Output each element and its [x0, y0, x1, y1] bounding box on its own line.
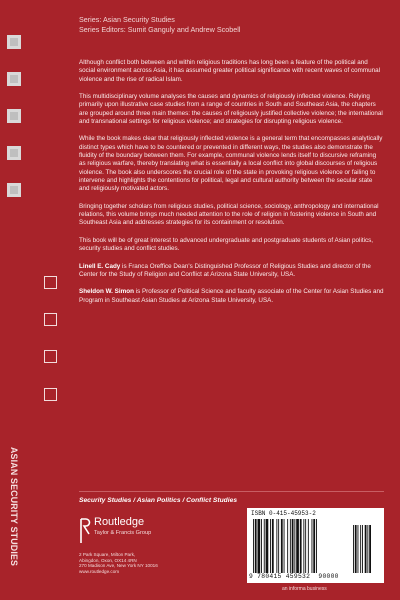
informa-tagline: an informa business — [282, 586, 327, 592]
isbn-text: ISBN 0-415-45953-2 — [251, 510, 316, 517]
blurb — [79, 59, 384, 314]
address-line: www.routledge.com — [79, 568, 120, 574]
decorative-square — [7, 35, 21, 49]
author-name: Linell E. Cady — [79, 262, 121, 270]
author-bio — [79, 263, 384, 280]
divider — [79, 491, 384, 492]
barcode-digits — [249, 573, 339, 580]
outline-square — [44, 276, 57, 289]
decorative-square — [7, 109, 21, 123]
publisher-name: Routledge — [94, 516, 145, 528]
address-line: Abingdon, Oxon, OX14 4RN — [79, 557, 137, 563]
author-name: Sheldon W. Simon — [79, 288, 134, 296]
blurb-paragraph: This book will be of great interest to advanced undergraduate and postgraduate students of Asian politics, security studies and conflict studies. — [79, 236, 374, 253]
subject-categories: Security Studies / Asian Politics / Conflict Studies — [79, 497, 238, 504]
blurb-paragraph: Although conflict both between and within religious traditions has long been a feature of the political and social environment across Asia, it has assumed greater political significance with recent waves of communal violence and the rise of radical Islam. — [79, 59, 380, 83]
series-info — [79, 15, 240, 35]
address-line: 270 Madison Ave, New York NY 10016 — [79, 563, 158, 569]
outline-square — [44, 350, 57, 363]
author-bio — [79, 288, 384, 305]
addon-digits: 90000 — [318, 573, 339, 580]
publisher-address — [79, 552, 158, 574]
barcode-bars — [253, 519, 378, 575]
author-bio-text: is Professor of Political Science and faculty associate of the Center for Asian Studies and Program in Southeast Asian Studies at Arizona State University, USA. — [79, 288, 384, 304]
blurb-paragraph: This multidisciplinary volume analyses the causes and dynamics of religiously inflected violence. Relying primarily upon illustrative case studies from a range of countries in South and Southeast Asia, the chapters are grouped around three main themes: the causes of religiously justified collective violence; the international and transnational settings for religious violence; and strategies for disrupting religious violence. — [79, 93, 383, 125]
routledge-logo-icon — [79, 517, 91, 545]
decorative-square — [7, 183, 21, 197]
barcode-icon — [253, 519, 378, 575]
ean-digits: 9 780415 459532 — [249, 573, 311, 580]
decorative-square — [7, 72, 21, 86]
series-editors: Series Editors: Sumit Ganguly and Andrew Scobell — [79, 25, 241, 34]
decorative-square — [7, 146, 21, 160]
address-line: 2 Park Square, Milton Park, — [79, 552, 136, 557]
spine-text: ASIAN SECURITY STUDIES — [9, 447, 19, 567]
blurb-paragraph: While the book makes clear that religiously inflected violence is a general term that encompasses analytically distinct types which have to be countered or prevented in different ways, the studies also demonstrate the fluidity of the boundary between them. For example, communal violence lends itself to discursive reframing as religious warfare, thereby translating what is essentially a local conflict into global discourses of religious violence. The book also underscores the crucial role of the state in provoking religious violence or failing to intervene and highlights the contentions for political, legal and cultural authority between the secular state and religiously motivated actors. — [79, 135, 383, 193]
outline-square — [44, 388, 57, 401]
isbn-barcode — [247, 508, 384, 583]
blurb-paragraph: Bringing together scholars from religious studies, political science, sociology, anthropology and international relations, this volume brings much needed attention to the role of religion in fostering violence in South and Southeast Asia and addresses strategies for its containment or resolution. — [79, 202, 379, 227]
spine-label — [6, 447, 20, 597]
publisher-group: Taylor & Francis Group — [94, 530, 152, 536]
series-title: Series: Asian Security Studies — [79, 15, 175, 24]
outline-square — [44, 313, 57, 326]
author-bio-text: is Franca Oreffice Dean's Distinguished Professor of Religious Studies and director of the Center for the Study of Religion and Conflict at Arizona State University, USA. — [79, 262, 371, 278]
